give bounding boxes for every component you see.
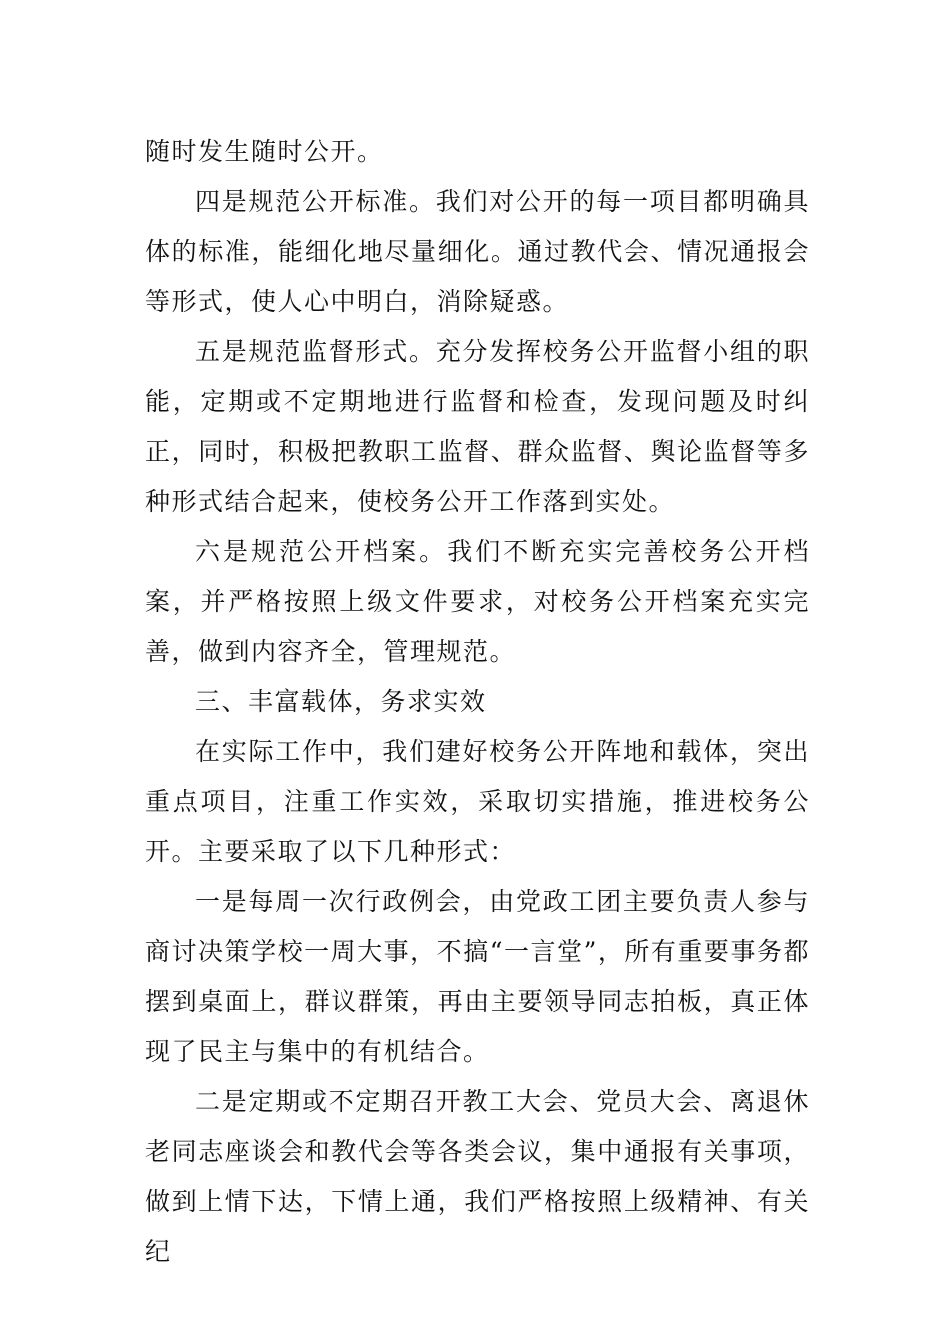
paragraph-weekly-meeting: 一是每周一次行政例会，由党政工团主要负责人参与商讨决策学校一周大事，不搞“一言堂”，所有重要事务都摆到桌面上，群议群策，再由主要领导同志拍板，真正体现了民主与集中的有机结合。 bbox=[145, 887, 810, 1066]
paragraph-standards: 四是规范公开标准。我们对公开的每一项目都明确具体的标准，能细化地尽量细化。通过教代会、情况通报会等形式，使人心中明白，消除疑惑。 bbox=[145, 187, 810, 316]
paragraph-meetings: 二是定期或不定期召开教工大会、党员大会、离退休老同志座谈会和教代会等各类会议，集中通报有关事项，做到上情下达，下情上通，我们严格按照上级精神、有关纪 bbox=[145, 1087, 810, 1266]
paragraph-continuation: 随时发生随时公开。 bbox=[145, 137, 384, 166]
paragraph-supervision: 五是规范监督形式。充分发挥校务公开监督小组的职能，定期或不定期地进行监督和检查，发现问题及时纠正，同时，积极把教职工监督、群众监督、舆论监督等多种形式结合起来，使校务公开工作落到实处。 bbox=[145, 337, 810, 516]
document-body bbox=[145, 127, 810, 1277]
paragraph-practice: 在实际工作中，我们建好校务公开阵地和载体，突出重点项目，注重工作实效，采取切实措施，推进校务公开。主要采取了以下几种形式： bbox=[145, 737, 810, 866]
paragraph-archives: 六是规范公开档案。我们不断充实完善校务公开档案，并严格按照上级文件要求，对校务公开档案充实完善，做到内容齐全，管理规范。 bbox=[145, 537, 810, 666]
section-heading: 三、丰富载体，务求实效 bbox=[195, 687, 487, 716]
